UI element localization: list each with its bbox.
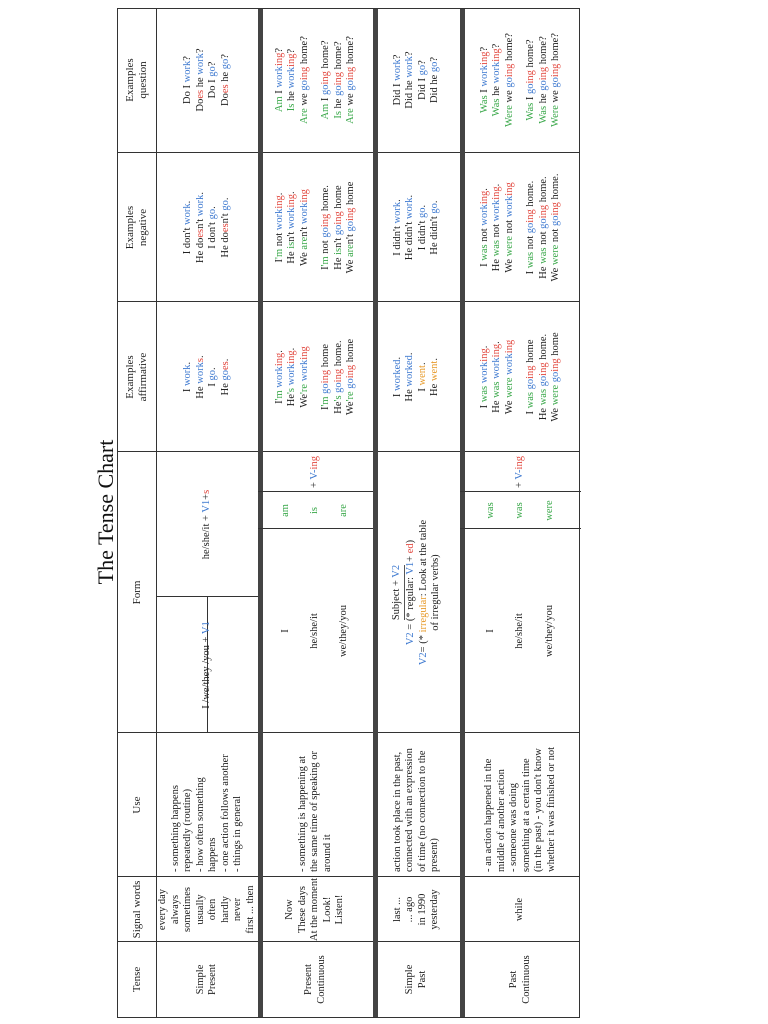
form-aux-verb: was [484,502,496,519]
use-text [258,733,373,877]
example-line: We aren't working [298,189,310,266]
signal-word: never [232,897,243,922]
example-line: Were we going home? [550,33,561,127]
use-line: - an action happened in the [483,758,494,872]
example-line: He isn't working. [286,191,297,264]
signal-words [156,877,258,942]
tense-name [460,942,581,1017]
header-form [118,452,156,733]
example-line: Does he work? [194,48,206,112]
form-aux [460,492,581,529]
signal-word: always [169,894,181,925]
example-line: I worked. [391,356,403,398]
example-line: I went. [416,362,428,392]
example-line: Am I working? [273,47,285,113]
signal-words [373,877,460,942]
form-subject: I [484,629,496,633]
form-suffix [460,452,581,492]
form-text [156,452,258,597]
example-line: Did I work? [391,54,403,106]
use-line: - how often something [194,777,206,872]
example-line: Do I work? [182,56,193,104]
use-text [373,733,460,877]
example-line: I didn't work. [391,199,403,256]
form-left: I /we/they /you + V1 [200,621,212,709]
use-line: connected with an expression [404,748,415,872]
use-line: the same time of speaking or [309,750,321,872]
form-subject: we/they/you [338,605,350,657]
form-aux-verb: are [338,504,350,517]
header-q [118,7,156,153]
example-line: He was going home. [537,333,549,421]
header-label: Examples [124,355,136,399]
form-subjects [258,529,373,733]
example-line: Were we going home? [503,33,515,127]
header-label: question [137,61,149,99]
form-aux [258,492,373,529]
example-line: Did he go? [429,56,440,104]
example-line: We're going home [345,338,356,416]
example-line: We were not going home. [550,173,561,282]
header-use [118,733,156,877]
example-line: Is he going home? [332,41,344,119]
form-subject: we/they/you [543,605,555,657]
signal-word: At the moment [309,878,321,941]
signal-word: These days [296,886,308,933]
example-line: Was I working? [478,46,490,114]
example-line: He didn't go. [429,200,440,255]
header-label: Signal words [130,880,143,939]
form-suffix-text: + V-ing [309,456,321,488]
tense-line: Simple [404,964,415,995]
use-line: - someone was doing [508,783,519,872]
form-aux-verb: were [543,500,555,521]
example-line: He was working. [491,341,502,413]
use-line: action took place in the past, [391,751,403,872]
example-line: We were going home [550,332,561,422]
examples-question [460,7,581,153]
example-line: We were working [503,339,515,415]
use-line: something at a certain time [520,758,532,872]
signal-word: Now [284,899,296,920]
form-line: Subject + V2 [391,565,406,620]
signal-word: while [514,897,526,922]
use-line: - something happens [169,785,181,872]
example-line: I don't work. [182,200,193,255]
use-text [460,733,581,877]
form-right: he/she/it + V1+s [200,489,212,560]
examples-affirmative [373,302,460,452]
examples-negative [156,153,258,302]
header-aff [118,302,156,452]
examples-question [258,7,373,153]
examples-negative [258,153,373,302]
example-line: I'm not going home. [320,185,331,270]
header-neg [118,153,156,302]
header-label: Examples [124,205,136,250]
examples-question [156,7,258,153]
form-aux-verb: was [514,502,526,519]
signal-words [460,877,581,942]
use-line: present) [429,838,440,872]
signal-word: yesterday [429,889,440,930]
form-subject: he/she/it [514,613,526,649]
example-line: He doesn't work. [194,191,206,264]
example-line: Was I going home? [525,39,536,121]
form-aux-verb: is [309,507,321,515]
example-line: Am I going home? [320,40,331,120]
example-line: Did I go? [416,60,428,100]
example-line: He isn't going home [332,185,344,270]
example-line: Are we going home? [345,36,356,124]
tense-line: Past [416,970,428,989]
form-suffix-text: + V-ing [514,456,526,488]
example-line: Did he work? [404,51,415,109]
signal-word: usually [194,894,206,925]
form-subjects [460,529,581,733]
tense-line: Simple [194,964,206,995]
header-signal [118,877,156,942]
chart-title: The Tense Chart [93,439,118,585]
example-line: Does he go? [219,54,231,106]
examples-affirmative [258,302,373,452]
example-line: He went. [429,358,440,396]
tense-name [258,942,373,1017]
header-label: Examples [124,58,136,102]
example-line: Are we going home? [298,36,310,124]
form-subject: he/she/it [309,613,321,649]
use-line: happens [207,837,218,872]
use-line: - something is happening at [296,755,308,872]
use-line: whether it was finished or not [545,746,557,872]
signal-word: every day [157,888,168,931]
header-tense [118,942,156,1017]
example-line: I'm not working. [273,192,285,263]
signal-word: Listen! [334,894,346,925]
examples-affirmative [460,302,581,452]
example-line: Is he working? [286,48,297,112]
tense-name [156,942,258,1017]
form-subject: I [280,629,292,633]
examples-negative [373,153,460,302]
example-line: I didn't go. [416,204,428,251]
example-line: I don't go. [207,206,218,249]
examples-question [373,7,460,153]
tense-line: Continuous [315,955,327,1004]
example-line: He's working. [286,347,297,407]
example-line: He worked. [404,352,415,402]
example-line: We were not working [503,182,515,273]
use-line: repeatedly (routine) [182,788,193,872]
tense-name [373,942,460,1017]
tense-line: Present [303,964,314,995]
header-label: Tense [130,966,143,993]
signal-word: hardly [219,896,231,923]
signal-word: Look! [321,896,333,923]
example-line: I was not going home. [525,180,536,275]
example-line: I go. [207,367,218,387]
signal-word: first ... then [244,885,256,934]
signal-word: ... ago [404,896,415,923]
use-line: (in the past) - you don't know [533,748,544,872]
example-line: He was not going home. [537,176,549,279]
signal-word: often [207,898,218,921]
example-line: He's going home. [332,340,344,414]
use-line: middle of another action [495,769,507,872]
signal-word: sometimes [182,887,193,932]
example-line: He doesn't go. [219,197,231,258]
example-line: We're working [298,346,310,408]
example-line: Was he working? [491,43,502,117]
example-line: He didn't work. [404,194,415,261]
example-line: I'm working. [273,350,285,404]
example-line: I work. [182,361,193,393]
example-line: I was going home [525,339,536,415]
header-label: negative [137,208,149,247]
tense-line: Present [207,964,218,995]
tense-line: Continuous [520,955,532,1004]
header-label: Use [130,796,143,814]
use-line: of time (no connection to the [416,750,428,872]
signal-words [258,877,373,942]
signal-word: last ... [391,896,403,923]
example-line: We aren't going home [345,181,356,274]
example-line: Do I go? [207,61,218,99]
example-line: I'm going home [320,343,331,411]
form-line: of irregular verbs) [430,554,441,631]
use-line: - one action follows another [219,754,231,872]
use-line: - things in general [232,795,243,872]
example-line: I was working. [478,345,490,409]
form-aux-verb: am [280,504,292,517]
use-text [156,733,258,877]
form-text [373,452,460,733]
header-label: Form [130,580,143,605]
tense-table [117,8,580,1018]
use-line: around it [321,834,333,872]
example-line: He goes. [219,358,231,396]
form-suffix [258,452,373,492]
example-line: He works. [194,355,206,399]
form-text [156,597,258,733]
examples-negative [460,153,581,302]
header-label: affirmative [137,352,149,402]
tense-line: Past [508,970,519,989]
form-line: V2 = (* regular: V1+ ed) [405,539,416,646]
signal-word: in 1990 [416,893,428,926]
examples-affirmative [156,302,258,452]
example-line: Was he going home? [537,36,549,124]
example-line: He was not working. [491,183,502,272]
form-line: V2= (* irregular: Look at the table [417,519,429,666]
example-line: I was not working. [478,188,490,267]
